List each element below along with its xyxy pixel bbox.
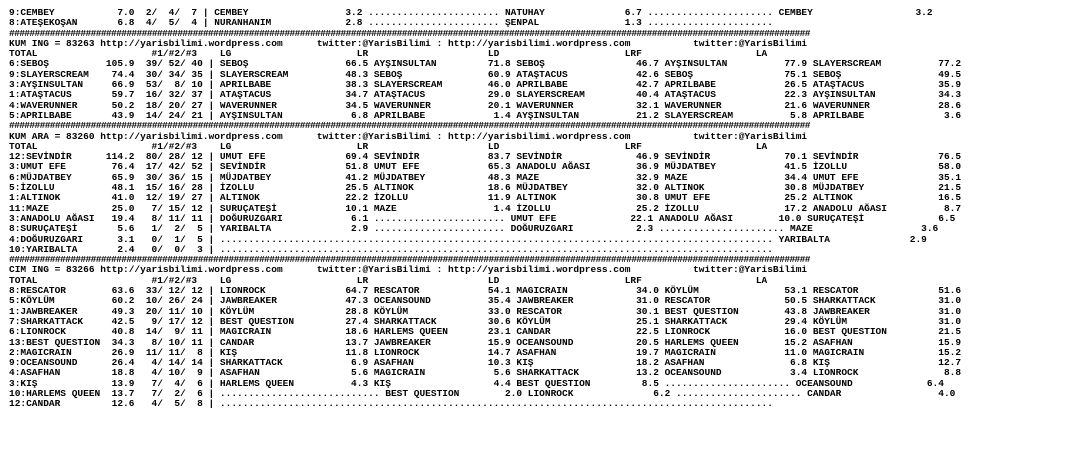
separator-line: ############################################################################################################################################################# bbox=[9, 255, 810, 266]
result-line: 6:MÜJDATBEY 65.9 30/ 36/ 15 | MÜJDATBEY 41.2 MÜJDATBEY 48.3 MAZE 32.9 MAZE 34.4 UMUT EFE 35.1 bbox=[9, 171, 962, 183]
result-line: 3:ANADOLU AĞASI 19.4 8/ 11/ 11 | DOĞURUZGARI 6.1 ....................... UMUT EFE 22.1 ANADOLU AĞASI 10.0 SURUÇATEŞİ 6.5 bbox=[9, 212, 956, 224]
result-line: 6:SEBOŞ 105.9 39/ 52/ 40 | SEBOŞ 66.5 AYŞINSULTAN 71.8 SEBOŞ 46.7 AYŞINSULTAN 77.9 SLAYERSCREAM 77.2 bbox=[9, 58, 962, 70]
result-line: 8:SURUÇATEŞİ 5.6 1/ 2/ 5 | YARIBALTA 2.9 ....................... DOĞURUZGARI 2.3 ...................... MAZE 3.6 bbox=[9, 223, 939, 235]
result-line: 13:BEST QUESTION 34.3 8/ 10/ 11 | CANDAR 13.7 JAWBREAKER 15.9 OCEANSOUND 20.5 HARLEMS QUEEN 15.2 ASAFHAN 15.9 bbox=[9, 336, 962, 348]
column-header-line: TOTAL #1/#2/#3 LG LR LD LRF LA bbox=[9, 274, 768, 286]
result-line: 3:UMUT EFE 76.4 17/ 42/ 52 | SEVİNDİR 51.8 UMUT EFE 65.3 ANADOLU AĞASI 36.9 MÜJDATBEY 41.5 İZOLLU 58.0 bbox=[9, 161, 962, 173]
result-line: 12:SEVİNDİR 114.2 80/ 28/ 12 | UMUT EFE 69.4 SEVİNDİR 83.7 SEVİNDİR 46.9 SEVİNDİR 70.1 SEVİNDİR 76.5 bbox=[9, 151, 962, 163]
result-line: 8:ATEŞEKOŞAN 6.8 4/ 5/ 4 | NURANHANIM 2.8 ....................... ŞENPAL 1.3 ...................... bbox=[9, 17, 773, 29]
result-line: 2:MAGICRAIN 26.9 11/ 11/ 8 | KIŞ 11.8 LIONROCK 14.7 ASAFHAN 19.7 MAGICRAIN 11.0 MAGICRAIN 15.2 bbox=[9, 346, 962, 358]
result-line: 11:MAZE 25.0 7/ 15/ 12 | SURUÇATEŞİ 10.1 MAZE 1.4 İZOLLU 25.2 İZOLLU 17.2 ANADOLU AĞASI 8.7 bbox=[9, 202, 962, 214]
separator-line: ############################################################################################################################################################# bbox=[9, 28, 810, 39]
result-line: 5:İZOLLU 48.1 15/ 16/ 28 | İZOLLU 25.5 ALTINOK 18.6 MÜJDATBEY 32.0 ALTINOK 30.8 MÜJDATBEY 21.5 bbox=[9, 182, 962, 194]
race-header-line: KUM ARA = 83260 http://yarisbilimi.wordpress.com twitter:@YarisBilimi : http://yarisbilimi.wordpress.com twitter:@YarisBilimi bbox=[9, 130, 808, 142]
separator-line: ############################################################################################################################################################# bbox=[9, 121, 810, 132]
result-line: 10:HARLEMS QUEEN 13.7 7/ 2/ 6 | ............................ BEST QUESTION 2.0 LIONROCK 6.2 ...................... CANDAR 4.0 bbox=[9, 387, 956, 399]
race-header-line: CIM ING = 83266 http://yarisbilimi.wordpress.com twitter:@YarisBilimi : http://yarisbilimi.wordpress.com twitter:@YarisBilimi bbox=[9, 264, 808, 276]
result-line: 5:APRILBABE 43.9 14/ 24/ 21 | AYŞINSULTAN 6.8 APRILBABE 1.4 AYŞINSULTAN 21.2 SLAYERSCREAM 5.8 APRILBABE 3.6 bbox=[9, 109, 962, 121]
result-line: 12:CANDAR 12.6 4/ 5/ 8 | ................................................................................................. bbox=[9, 398, 773, 410]
result-line: 1:ATAŞTACUS 59.7 16/ 32/ 37 | ATAŞTACUS 34.7 ATAŞTACUS 29.0 SLAYERSCREAM 40.4 ATAŞTACUS 22.3 AYŞINSULTAN 34.3 bbox=[9, 89, 962, 101]
result-line: 5:KÖYLÜM 60.2 10/ 26/ 24 | JAWBREAKER 47.3 OCEANSOUND 35.4 JAWBREAKER 31.0 RESCATOR 50.5 SHARKATTACK 31.0 bbox=[9, 295, 962, 307]
result-line: 3:AYŞINSULTAN 66.9 53/ 8/ 10 | APRILBABE 38.3 SLAYERSCREAM 46.0 APRILBABE 42.7 APRILBABE 26.5 ATAŞTACUS 35.9 bbox=[9, 79, 962, 91]
result-line: 9:OCEANSOUND 26.4 4/ 14/ 14 | SHARKATTACK 6.9 ASAFHAN 10.3 KIŞ 18.2 ASAFHAN 6.8 KIŞ 12.7 bbox=[9, 357, 962, 369]
result-line: 7:SHARKATTACK 42.5 9/ 17/ 12 | BEST QUESTION 27.4 SHARKATTACK 30.6 KÖYLÜM 25.1 SHARKATTACK 29.4 KÖYLÜM 31.0 bbox=[9, 315, 962, 327]
result-line: 6:LIONROCK 40.8 14/ 9/ 11 | MAGICRAIN 18.6 HARLEMS QUEEN 23.1 CANDAR 22.5 LIONROCK 16.0 BEST QUESTION 21.5 bbox=[9, 326, 962, 338]
column-header-line: TOTAL #1/#2/#3 LG LR LD LRF LA bbox=[9, 48, 768, 60]
column-header-line: TOTAL #1/#2/#3 LG LR LD LRF LA bbox=[9, 140, 768, 152]
race-header-line: KUM ING = 83263 http://yarisbilimi.wordpress.com twitter:@YarisBilimi : http://yarisbilimi.wordpress.com twitter:@YarisBilimi bbox=[9, 37, 808, 49]
result-line: 3:KIŞ 13.9 7/ 4/ 6 | HARLEMS QUEEN 4.3 KIŞ 4.4 BEST QUESTION 8.5 ...................... OCEANSOUND 6.4 bbox=[9, 377, 944, 389]
result-line: 1:ALTINOK 41.0 12/ 19/ 27 | ALTINOK 22.2 İZOLLU 11.9 ALTINOK 30.8 UMUT EFE 25.2 ALTINOK 16.5 bbox=[9, 192, 962, 204]
result-line: 9:SLAYERSCREAM 74.4 30/ 34/ 35 | SLAYERSCREAM 48.3 SEBOŞ 60.9 ATAŞTACUS 42.6 SEBOŞ 75.1 SEBOŞ 49.5 bbox=[9, 68, 962, 80]
result-line: 4:ASAFHAN 18.8 4/ 10/ 9 | ASAFHAN 5.6 MAGICRAIN 5.6 SHARKATTACK 13.2 OCEANSOUND 3.4 LIONROCK 8.8 bbox=[9, 367, 962, 379]
result-line: 9:CEMBEY 7.0 2/ 4/ 7 | CEMBEY 3.2 ....................... NATUHAY 6.7 ...................... CEMBEY 3.2 bbox=[9, 7, 933, 18]
result-line: 4:WAVERUNNER 50.2 18/ 20/ 27 | WAVERUNNER 34.5 WAVERUNNER 20.1 WAVERUNNER 32.1 WAVERUNNER 21.6 WAVERUNNER 28.6 bbox=[9, 99, 962, 111]
result-line: 10:YARIBALTA 2.4 0/ 0/ 3 | ................................................................................................. bbox=[9, 243, 773, 255]
result-line: 8:RESCATOR 63.6 33/ 12/ 12 | LIONROCK 64.7 RESCATOR 54.1 MAGICRAIN 34.0 KÖYLÜM 53.1 RESCATOR 51.6 bbox=[9, 285, 962, 297]
result-line: 1:JAWBREAKER 49.3 20/ 11/ 10 | KÖYLÜM 28.8 KÖYLÜM 33.0 RESCATOR 30.1 BEST QUESTION 43.8 JAWBREAKER 31.0 bbox=[9, 305, 962, 317]
result-line: 4:DOĞURUZGARI 3.1 0/ 1/ 5 | ................................................................................................. YARIBALTA 2.9 bbox=[9, 233, 927, 245]
